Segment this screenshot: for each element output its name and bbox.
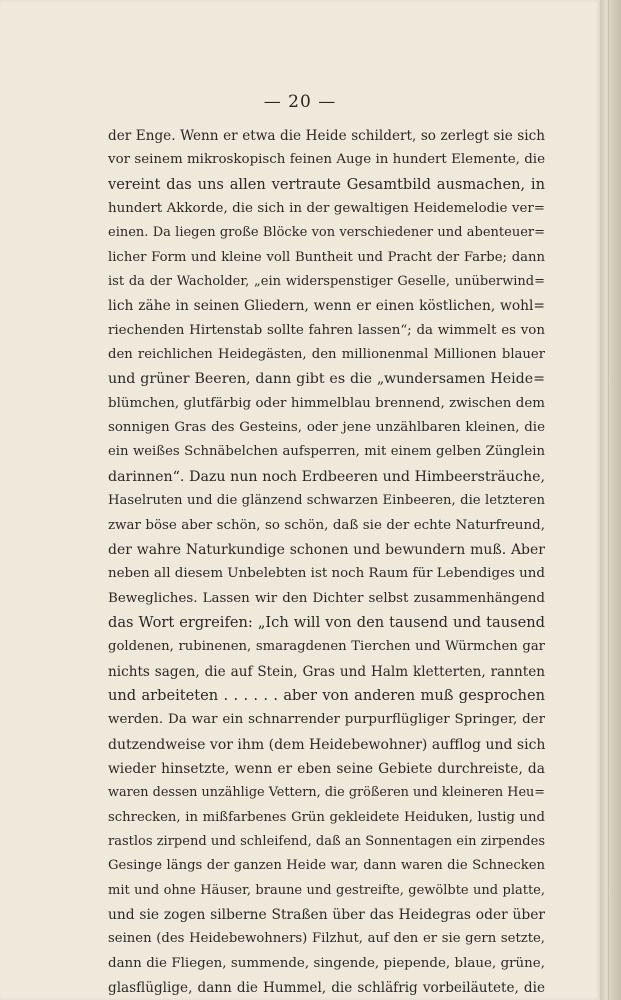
text-line: darinnen“. Dazu nun noch Erdbeeren und Himbeersträuche, bbox=[108, 468, 545, 485]
text-line: licher Form und kleine voll Buntheit und Pracht der Farbe; dann bbox=[108, 249, 545, 265]
text-line: einen. Da liegen große Blöcke von verschiedener und abenteuer= bbox=[108, 225, 545, 241]
text-line: goldenen, rubinenen, smaragdenen Tierchen und Würmchen gar bbox=[108, 639, 545, 655]
text-line: und sie zogen silberne Straßen über das Heidegras oder über bbox=[108, 907, 545, 923]
text-line: lich zähe in seinen Gliedern, wenn er einen köstlichen, wohl= bbox=[108, 298, 545, 315]
text-line: blümchen, glutfärbig oder himmelblau brennend, zwischen dem bbox=[108, 395, 545, 411]
text-line: schrecken, in mißfarbenes Grün gekleidete Heiduken, lustig und bbox=[108, 809, 545, 825]
text-line: rastlos zirpend und schleifend, daß an Sonnentagen ein zirpendes bbox=[108, 833, 545, 849]
body-text bbox=[108, 124, 545, 1000]
text-line: sonnigen Gras des Gesteins, oder jene unzählbaren kleinen, die bbox=[108, 420, 545, 436]
text-line: der wahre Naturkundige schonen und bewundern muß. Aber bbox=[108, 541, 545, 558]
book-spine-edge bbox=[600, 0, 621, 1000]
text-line: zwar böse aber schön, so schön, daß sie der echte Naturfreund, bbox=[108, 517, 545, 533]
text-line: das Wort ergreifen: „Ich will von den tausend und tausend bbox=[108, 613, 545, 631]
text-line: der Enge. Wenn er etwa die Heide schildert, so zerlegt sie sich bbox=[108, 128, 545, 144]
text-line: wieder hinsetzte, wenn er eben seine Gebiete durchreiste, da bbox=[108, 760, 545, 777]
text-line: vereint das uns allen vertraute Gesamtbild ausmachen, in bbox=[108, 175, 545, 193]
text-line: nichts sagen, die auf Stein, Gras und Halm kletterten, rannten bbox=[108, 663, 545, 680]
text-line: dutzendweise vor ihm (dem Heidebewohner) aufflog und sich bbox=[108, 736, 545, 753]
text-line: seinen (des Heidebewohners) Filzhut, auf den er sie gern setzte, bbox=[108, 931, 545, 947]
text-line: und grüner Beeren, dann gibt es die „wundersamen Heide= bbox=[108, 371, 545, 388]
text-line: Haselruten und die glänzend schwarzen Einbeeren, die letzteren bbox=[108, 493, 545, 509]
text-line: glasflüglige, dann die Hummel, die schläfrig vorbeiläutete, die bbox=[108, 980, 545, 997]
text-line: hundert Akkorde, die sich in der gewaltigen Heidemelodie ver= bbox=[108, 201, 545, 217]
text-line: den reichlichen Heidegästen, den millionenmal Millionen blauer bbox=[108, 347, 545, 363]
text-line: Bewegliches. Lassen wir den Dichter selbst zusammenhängend bbox=[108, 590, 545, 606]
text-line: dann die Fliegen, summende, singende, piepende, blaue, grüne, bbox=[108, 955, 545, 971]
text-line: Gesinge längs der ganzen Heide war, dann waren die Schnecken bbox=[108, 858, 545, 874]
text-line: ein weißes Schnäbelchen aufsperren, mit einem gelben Zünglein bbox=[108, 444, 545, 460]
text-line: und arbeiteten . . . . . . aber von anderen muß gesprochen bbox=[108, 686, 545, 704]
text-line: werden. Da war ein schnarrender purpurflügliger Springer, der bbox=[108, 712, 545, 728]
text-line: riechenden Hirtenstab sollte fahren lassen“; da wimmelt es von bbox=[108, 322, 545, 338]
text-line: ist da der Wacholder, „ein widerspenstiger Geselle, unüberwind= bbox=[108, 274, 545, 290]
page-number: — 20 — bbox=[263, 92, 337, 112]
text-line: mit und ohne Häuser, braune und gestreifte, gewölbte und platte, bbox=[108, 882, 545, 898]
text-line: neben all diesem Unbelebten ist noch Raum für Lebendiges und bbox=[108, 566, 545, 582]
text-line: waren dessen unzählige Vettern, die größeren und kleineren Heu= bbox=[108, 785, 545, 801]
text-line: vor seinem mikroskopisch feinen Auge in hundert Elemente, die bbox=[108, 152, 545, 168]
